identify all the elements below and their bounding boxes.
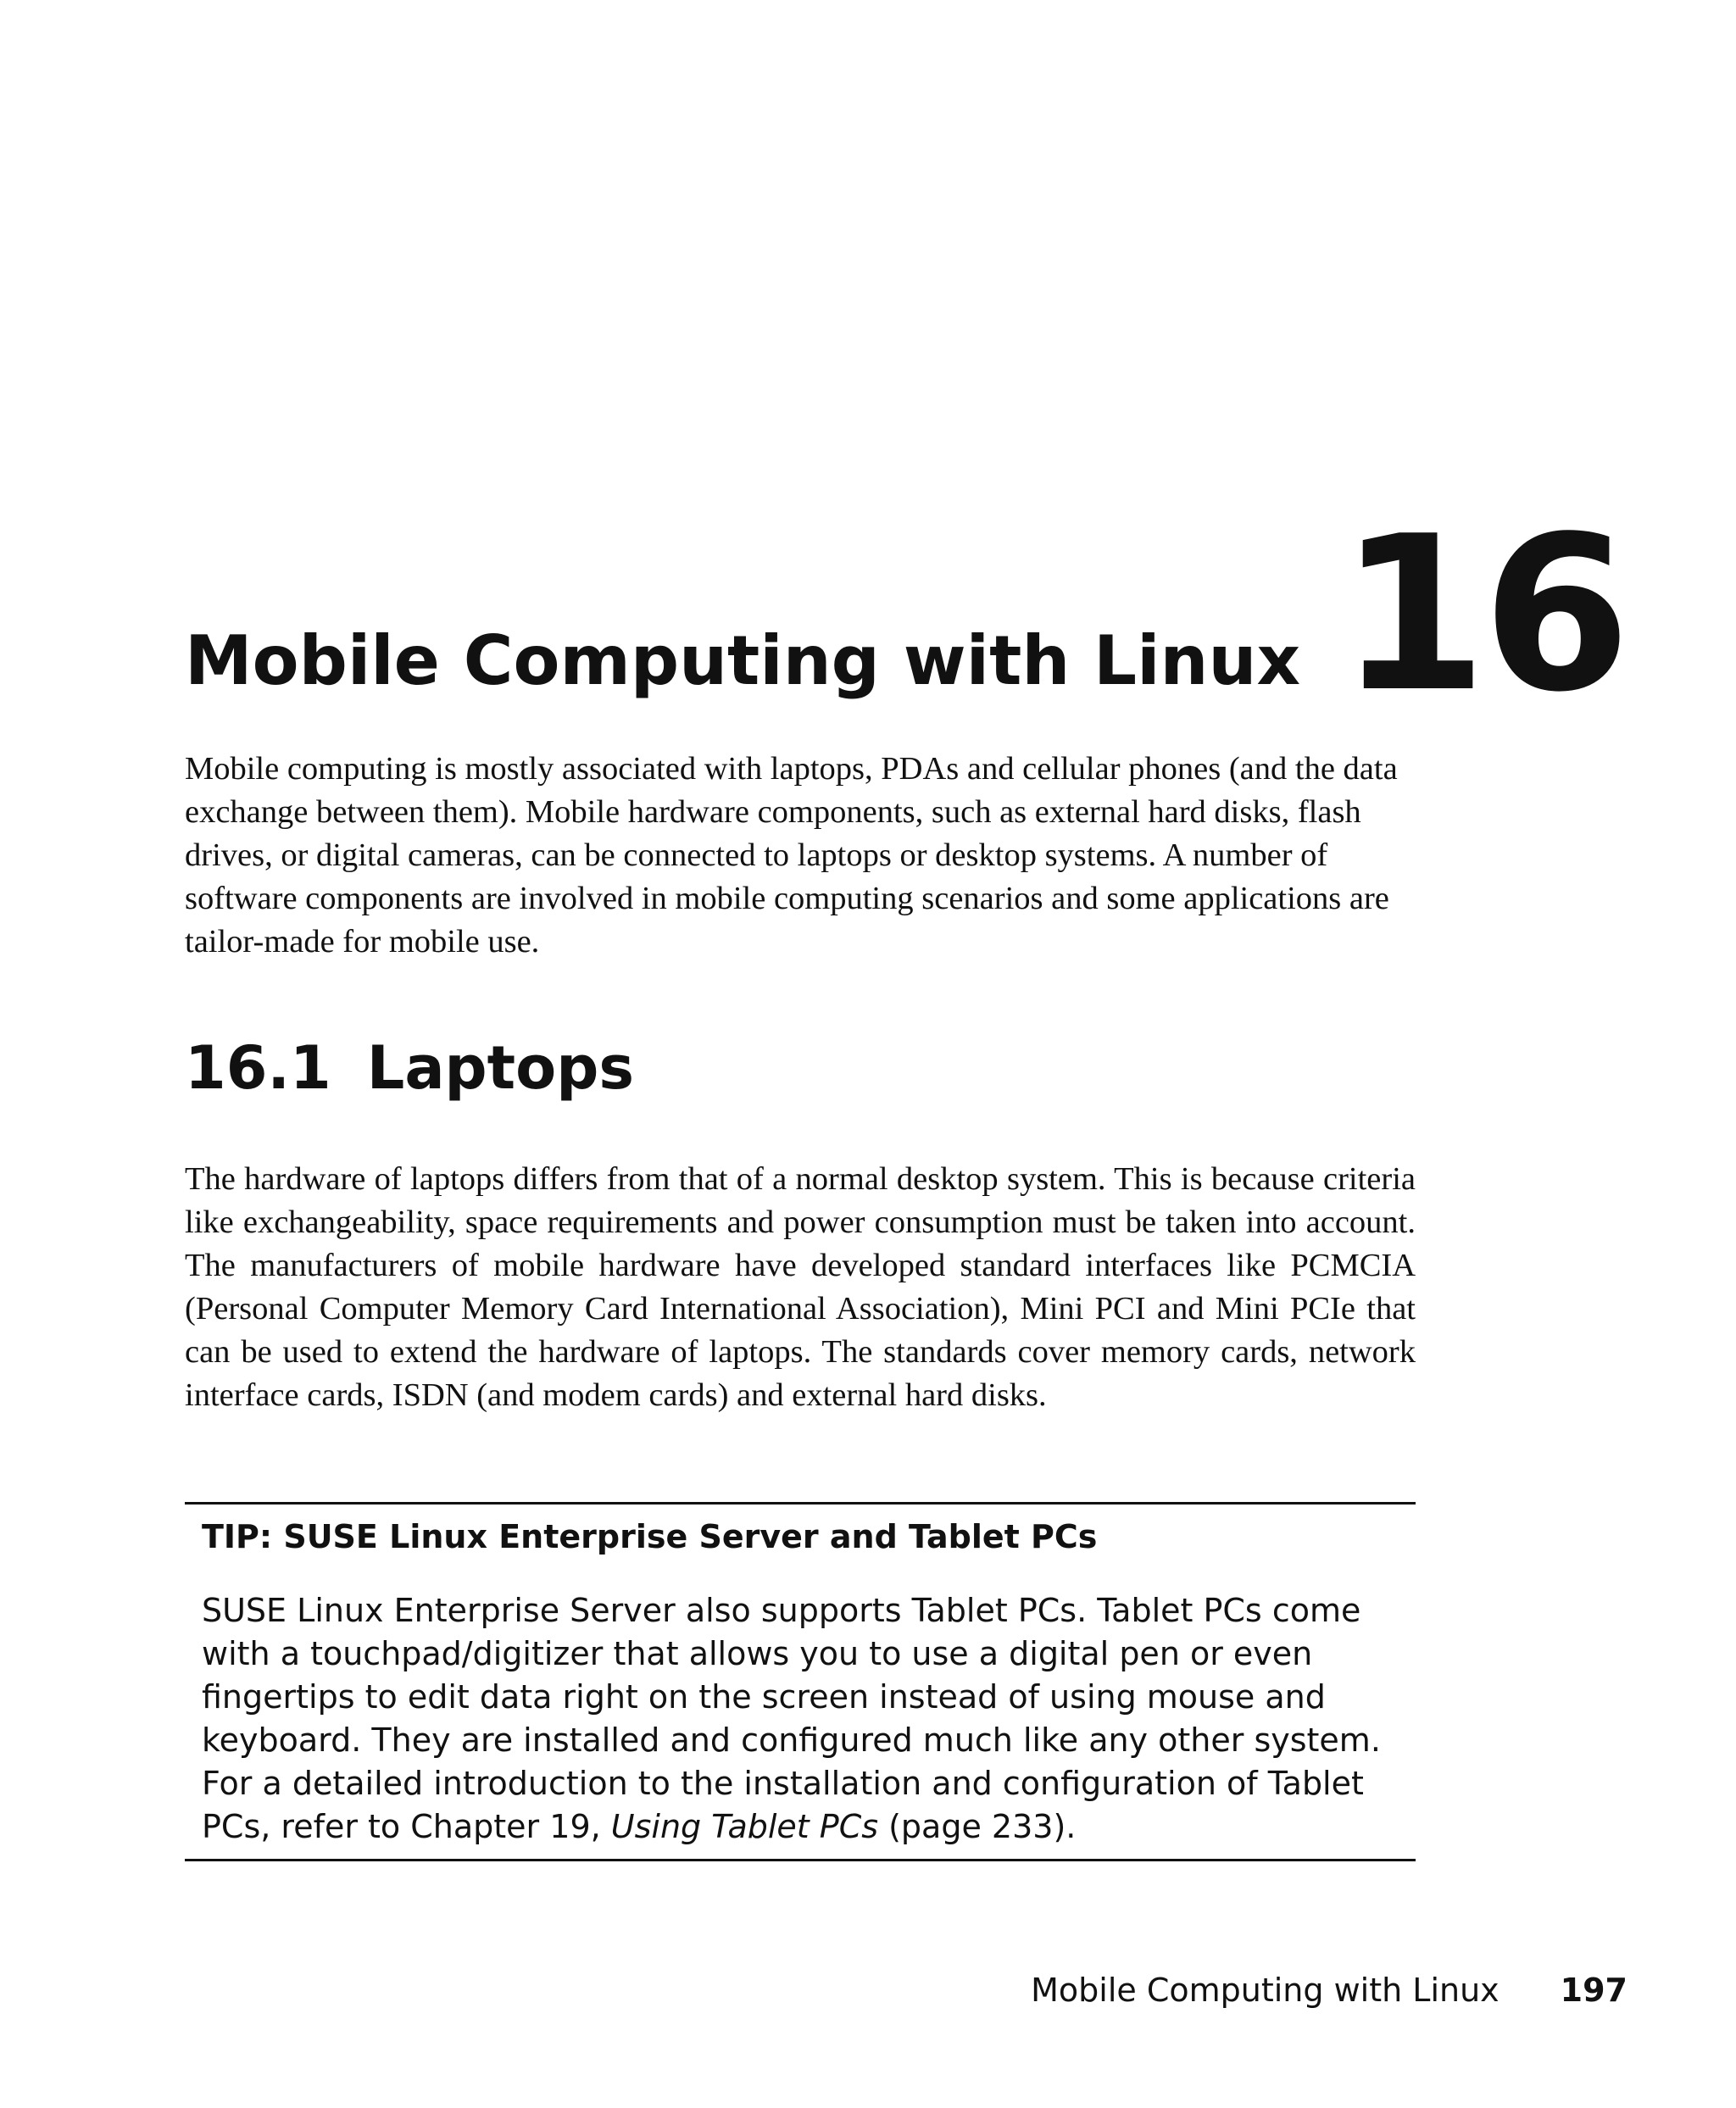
tip-body <box>202 1589 1388 1849</box>
section-title: Laptops <box>366 1033 634 1103</box>
footer-running-title: Mobile Computing with Linux <box>1031 1972 1500 2009</box>
chapter-title: Mobile Computing with Linux <box>185 621 1301 700</box>
section-number: 16.1 <box>185 1033 331 1103</box>
tip-title: TIP: SUSE Linux Enterprise Server and Tablet PCs <box>202 1518 1098 1555</box>
tip-cross-reference-link[interactable]: Using Tablet PCs <box>610 1808 879 1845</box>
page-footer <box>1031 1972 1628 2011</box>
chapter-number: 16 <box>1338 491 1626 739</box>
section-heading <box>185 1032 634 1104</box>
page-number: 197 <box>1560 1972 1628 2009</box>
tip-box <box>185 1502 1416 1861</box>
intro-paragraph: Mobile computing is mostly associated with laptops, PDAs and cellular phones (and the data exchange between them). Mobile hardware components, such as external hard disks, flash drives, or digital cameras, can be connected to laptops or desktop systems. A number of software components are involved in mobile computing scenarios and some applications are tailor-made for mobile use. <box>185 751 1398 959</box>
tip-body-text: SUSE Linux Enterprise Server also supports Tablet PCs. Tablet PCs come with a touchpad/digitizer that allows you to use a digital pen or even fingertips to edit data right on the screen instead of using mouse and keyboard. They are installed and configured much like any other system. For a detailed introduction to the installation and configuration of Tablet PCs, refer to Chapter 19, <box>202 1592 1381 1845</box>
section-paragraph: The hardware of laptops differs from that of a normal desktop system. This is because criteria like exchangeability, space requirements and power consumption must be taken into account. The manufacturers of mobile hardware have developed standard interfaces like PCMCIA (Personal Computer Memory Card International Association), Mini PCI and Mini PCIe that can be used to extend the hardware of laptops. The standards cover memory cards, network interface cards, ISDN (and modem cards) and external hard disks. <box>185 1161 1416 1413</box>
tip-page-reference: (page 233). <box>878 1808 1077 1845</box>
